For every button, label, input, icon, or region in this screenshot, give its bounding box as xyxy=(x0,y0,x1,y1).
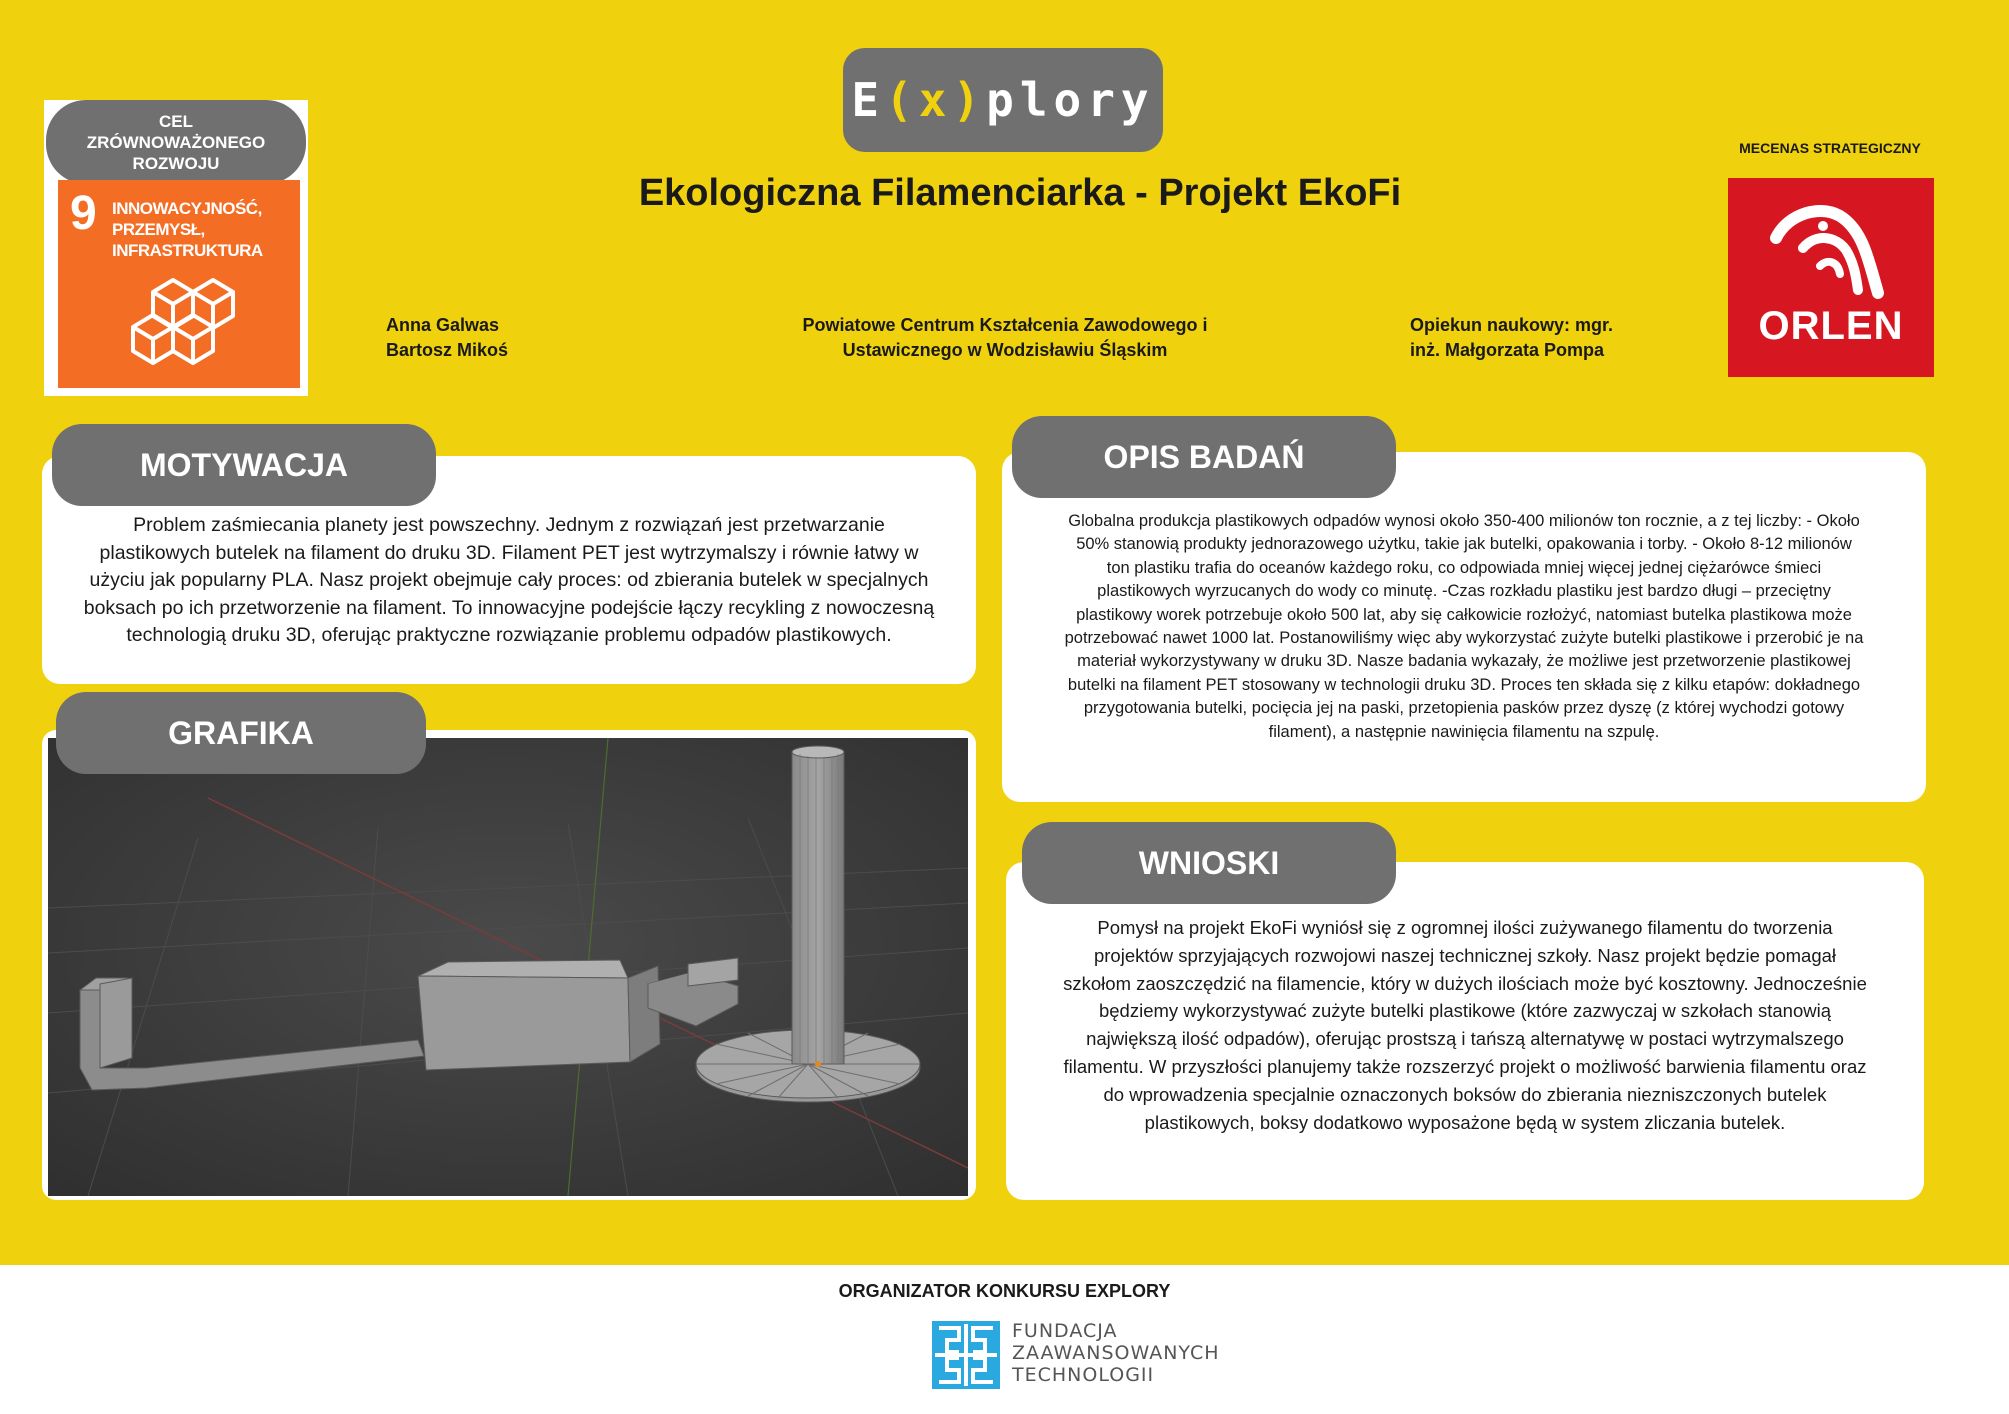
poster-title: Ekologiczna Filamenciarka - Projekt EkoFi xyxy=(638,172,1402,214)
sdg-label-line: ZRÓWNOWAŻONEGO xyxy=(86,132,266,152)
school xyxy=(740,313,1270,363)
sdg-label xyxy=(46,100,306,184)
author-name: Anna Galwas xyxy=(386,315,500,335)
logo-prefix: E xyxy=(851,73,886,127)
orlen-logo xyxy=(1728,178,1934,377)
logo-bracket-open: ( xyxy=(885,73,919,127)
authors xyxy=(386,313,508,363)
motywacja-text: Problem zaśmiecania planety jest powszechny. Jednym z rozwiązań jest przetwarzanie plastikowych butelek na filament do druku 3D. Filament PET jest wytrzymalszy i równie łatwy w użyciu jak popularny PLA. Nasz projekt obejmuje cały proces: od zbierania butelek w specjalnych boksach po ich przetworzenie na filament. To innowacyjne podejście łączy recykling z nowoczesną technologią druku 3D, oferując praktyczne rozwiązanie problemu odpadów plastikowych. xyxy=(83,514,935,646)
sdg-label-line: ROZWOJU xyxy=(132,153,220,173)
logo-mark: x xyxy=(918,73,953,127)
wnioski-heading: WNIOSKI xyxy=(1022,822,1396,904)
opis-badan-card xyxy=(1002,452,1926,802)
wnioski-text: Pomysł na projekt EkoFi wyniósł się z ogromnej ilości zużywanego filamentu do tworzenia projektów sprzyjających rozwojowi naszej technicznej szkoły. Nasz projekt będzie pomagał szkołom zaoszczędzić na filamencie, który w dużych ilościach może być kosztowny. Jednocześnie będziemy wykorzystywać zużyte butelki plastikowe (które zazwyczaj w szkołach stanowią największą ilość odpadów), oferując prostszą i tańszą alternatywę w postaci wytrzymalszego filamentu. W przyszłości planujemy także rozszerzyć projekt o możliwość barwienia filamentu oraz do wprowadzenia specjalnie oznaczonych boksów do zbierania niezniszczonych butelek plastikowych, boksy dodatkowo wyposażone będą w system zliczania butelek. xyxy=(1063,917,1867,1133)
sdg-goal-tile xyxy=(58,180,300,388)
footer xyxy=(0,1265,2009,1414)
author-name: Bartosz Mikoś xyxy=(386,340,509,360)
foundation-line: FUNDACJA xyxy=(1012,1320,1118,1342)
school-line: Powiatowe Centrum Kształcenia Zawodowego i xyxy=(802,315,1208,335)
logo-bracket-close: ) xyxy=(952,73,987,127)
filament-machine-render xyxy=(48,738,968,1196)
school-line: Ustawicznego w Wodzisławiu Śląskim xyxy=(842,340,1168,360)
explory-logo xyxy=(843,48,1163,152)
orlen-wordmark: ORLEN xyxy=(1758,304,1904,348)
opis-badan-heading: OPIS BADAŃ xyxy=(1012,416,1396,498)
sdg-label-line: CEL xyxy=(159,111,193,131)
foundation-name xyxy=(1012,1320,1220,1386)
3d-model-render xyxy=(48,738,968,1196)
organizer-label: ORGANIZATOR KONKURSU EXPLORY xyxy=(838,1281,1171,1301)
supervisor xyxy=(1410,313,1613,363)
wnioski-card xyxy=(1006,862,1924,1200)
grafika-heading: GRAFIKA xyxy=(56,692,426,774)
cubes-icon xyxy=(118,272,248,377)
sdg-goal-number: 9 xyxy=(70,187,97,240)
foundation-line: TECHNOLOGII xyxy=(1012,1364,1155,1386)
sdg-goal-line: PRZEMYSŁ, xyxy=(112,220,205,239)
fzt-logo-icon xyxy=(931,1320,1001,1390)
sponsor-label: MECENAS STRATEGICZNY xyxy=(1739,140,1921,156)
sdg-goal-name xyxy=(112,198,263,261)
foundation-line: ZAAWANSOWANYCH xyxy=(1012,1342,1220,1364)
motywacja-heading: MOTYWACJA xyxy=(52,424,436,506)
orlen-eagle-icon xyxy=(1728,178,1934,308)
opis-badan-text: Globalna produkcja plastikowych odpadów wynosi około 350-400 milionów ton rocznie, a z tej liczby: - Około 50% stanowią produkty jednorazowego użytku, takie jak butelki, opakowania i torby. - Około 8-12 milionów ton plastiku trafia do oceanów każdego roku, co odpowiada mniej więcej jednej ciężarówce śmieci plastikowych wyrzucanych do wody co minutę. -Czas rozkładu plastiku jest bardzo długi – przeciętny plastikowy worek potrzebuje około 500 lat, aby się całkowicie rozłożyć, natomiast butelka plastikowa może potrzebować nawet 1000 lat. Postanowiliśmy więc aby wykorzystać zużyte butelki plastikowe i przerobić je na materiał wykorzystywany w druku 3D. Nasze badania wykazały, że możliwe jest przetworzenie plastikowej butelki na filament PET stosowany w technologii druku 3D. Proces ten składa się z kilku etapów: dokładnego przygotowania butelki, pocięcia jej na paski, przetopienia pasków przez dyszę (z której wychodzi gotowy filament), a następnie nawinięcia filamentu na szpulę. xyxy=(1064,512,1864,741)
sdg-badge xyxy=(44,100,308,396)
sdg-goal-line: INFRASTRUKTURA xyxy=(112,241,263,260)
sdg-goal-line: INNOWACYJNOŚĆ, xyxy=(112,199,262,218)
supervisor-line: inż. Małgorzata Pompa xyxy=(1410,340,1605,360)
supervisor-line: Opiekun naukowy: mgr. xyxy=(1410,315,1614,335)
logo-suffix: plory xyxy=(986,73,1155,127)
